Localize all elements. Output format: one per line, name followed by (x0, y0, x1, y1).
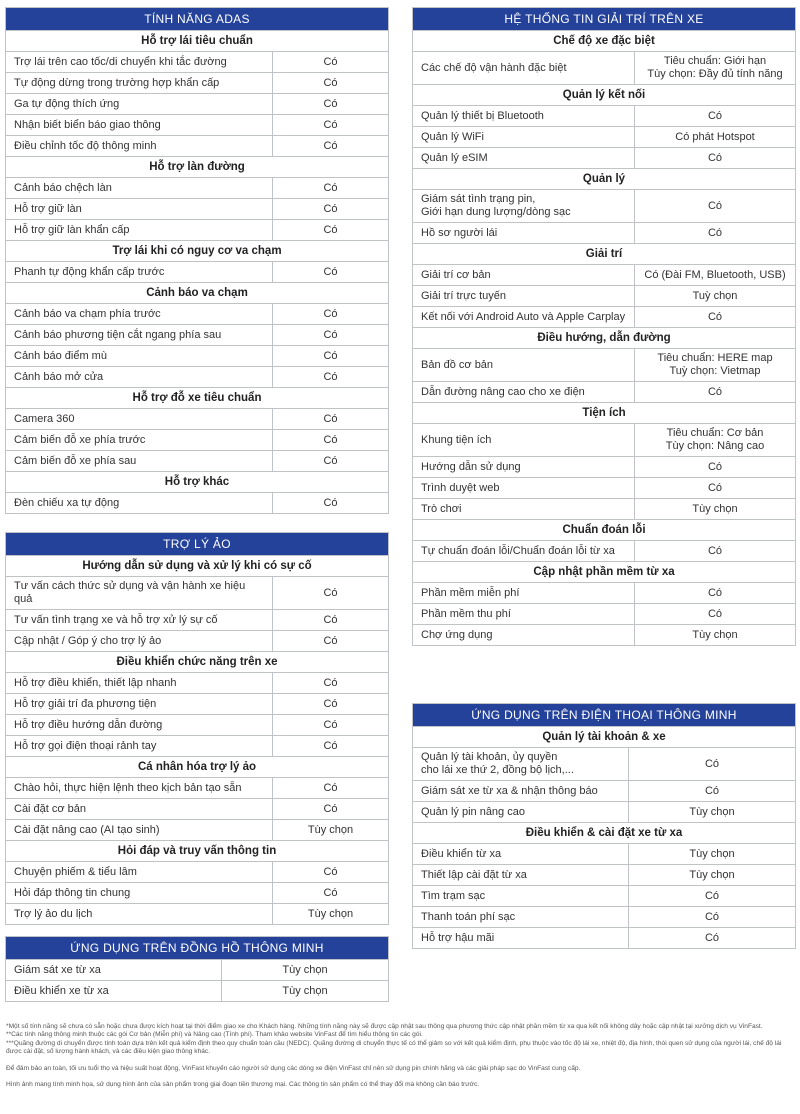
feature-value: Có (323, 349, 338, 362)
table-row (6, 798, 388, 819)
feature-value: Có (323, 634, 338, 647)
feature-value: Tùy chọn (282, 963, 328, 976)
table-row (413, 603, 795, 624)
feature-name: Trợ lái trên cao tốc/di chuyển khi tắc đường (6, 52, 273, 72)
feature-value: Tùy chọn (692, 628, 738, 641)
table-row (413, 456, 795, 477)
table-row (6, 672, 388, 693)
feature-name: Thanh toán phí sạc (413, 907, 629, 927)
section-heading: Quản lý tài khoản & xe (413, 726, 795, 747)
table-row (6, 492, 388, 513)
feature-value: Tiêu chuẩn: HERE map Tuỳ chọn: Vietmap (657, 352, 773, 377)
table-row (413, 126, 795, 147)
feature-value: Có (704, 910, 720, 923)
section-heading: Điều hướng, dẫn đường (413, 327, 795, 348)
feature-value: Có (323, 802, 338, 815)
section-heading: Tiện ích (413, 402, 795, 423)
feature-value: Có (704, 784, 720, 797)
section-heading: Cập nhật phần mềm từ xa (413, 561, 795, 582)
feature-name: Camera 360 (6, 409, 273, 429)
table-row (413, 801, 795, 822)
section-heading: Chuẩn đoán lỗi (413, 519, 795, 540)
section-heading: Hỏi đáp và truy vấn thông tin (6, 840, 388, 861)
infotainment-table (412, 7, 796, 646)
feature-value: Có (323, 118, 338, 131)
feature-name: Quản lý thiết bị Bluetooth (413, 106, 635, 126)
table-row (413, 264, 795, 285)
table-row (6, 819, 388, 840)
infotainment-title: HỆ THỐNG TIN GIẢI TRÍ TRÊN XE (413, 8, 795, 30)
table-row (6, 408, 388, 429)
feature-value: Có (707, 544, 723, 557)
table-row (6, 135, 388, 156)
table-row (6, 861, 388, 882)
table-row (413, 885, 795, 906)
feature-name: Ga tự động thích ứng (6, 94, 273, 114)
section-heading: Hỗ trợ khác (6, 471, 388, 492)
section-heading: Cảnh báo va chạm (6, 282, 388, 303)
footnote-1: *Một số tính năng sẽ chưa có sẵn hoặc chưa được kích hoạt tại thời điểm giao xe cho Khách hàng. Những tính năng này sẽ được cập nhật sau thông qua phương thức cập nhật phần mềm từ xa qua kết nối không dây hoặc cập nhật tại xưởng dịch vụ VinFast. (6, 1023, 763, 1030)
feature-value: Có (323, 370, 338, 383)
table-row (413, 477, 795, 498)
table-row (413, 348, 795, 381)
phone-title: ỨNG DỤNG TRÊN ĐIỆN THOẠI THÔNG MINH (413, 704, 795, 726)
feature-value: Có (323, 139, 338, 152)
table-row (6, 714, 388, 735)
table-row (413, 540, 795, 561)
feature-value: Tiêu chuẩn: Cơ bản Tùy chọn: Nâng cao (665, 427, 765, 452)
adas-table (5, 7, 389, 514)
adas-title: TÍNH NĂNG ADAS (6, 8, 388, 30)
table-row (6, 303, 388, 324)
feature-value: Có (707, 385, 723, 398)
feature-name: Cảnh báo mở cửa (6, 367, 273, 387)
table-row (6, 177, 388, 198)
table-row (6, 576, 388, 609)
table-row (6, 93, 388, 114)
feature-value: Có (323, 781, 338, 794)
table-row (6, 72, 388, 93)
table-row (6, 980, 388, 1001)
feature-name: Tự động dừng trong trường hợp khẩn cấp (6, 73, 273, 93)
feature-value: Có (323, 676, 338, 689)
feature-name: Bản đồ cơ bản (413, 349, 635, 381)
watch-table (5, 936, 389, 1002)
feature-value: Có (323, 454, 338, 467)
feature-name: Tự chuẩn đoán lỗi/Chuẩn đoán lỗi từ xa (413, 541, 635, 561)
feature-name: Quản lý tài khoản, ủy quyền cho lái xe thứ 2, đồng bộ lịch,... (413, 748, 629, 780)
phone-table (412, 703, 796, 949)
feature-name: Chợ ứng dụng (413, 625, 635, 645)
feature-value: Có (323, 412, 338, 425)
feature-name: Cảm biến đỗ xe phía trước (6, 430, 273, 450)
table-row (6, 219, 388, 240)
table-row (413, 927, 795, 948)
footnote-5: Hình ảnh mang tính minh họa, sử dụng hình ảnh của sản phẩm trong giai đoạn tiền thương mại. Các thông tin sản phẩm có thể thay đổi mà không cần báo trước. (6, 1081, 480, 1089)
table-row (413, 498, 795, 519)
feature-value: Có phát Hotspot (675, 130, 755, 143)
feature-value: Có (707, 199, 723, 212)
feature-name: Các chế độ vận hành đặc biệt (413, 52, 635, 84)
feature-value: Có (323, 223, 338, 236)
feature-name: Điều chỉnh tốc độ thông minh (6, 136, 273, 156)
table-row (413, 285, 795, 306)
feature-value: Có (323, 307, 338, 320)
section-heading: Hỗ trợ lái tiêu chuẩn (6, 30, 388, 51)
section-heading: Điều khiển & cài đặt xe từ xa (413, 822, 795, 843)
feature-value: Tùy chọn (692, 502, 738, 515)
table-row (6, 429, 388, 450)
feature-value: Có (707, 310, 723, 323)
feature-value: Có (707, 151, 723, 164)
feature-name: Hỗ trợ giữ làn (6, 199, 273, 219)
feature-name: Kết nối với Android Auto và Apple Carplay (413, 307, 635, 327)
feature-value: Có (323, 613, 338, 626)
feature-value: Có (707, 481, 723, 494)
table-row (413, 747, 795, 780)
assistant-title: TRỢ LÝ ẢO (6, 533, 388, 555)
assistant-body (6, 555, 388, 924)
footnote-3: ***Quãng đường di chuyển được tính toán dựa trên kết quả kiểm định theo quy chuẩn toàn cầu (NEDC). Quãng đường di chuyển thực tế có thể giảm so với kết quả kiểm định, phụ thuộc vào tốc độ lái xe, nhiệt độ, địa hình, thói quen sử dụng của người lái, chế độ lái được cài đặt, số lượng hành khách, và các điều kiện giao thông khác. (6, 1039, 782, 1056)
feature-name: Chuyện phiếm & tiểu lâm (6, 862, 273, 882)
table-row (413, 624, 795, 645)
feature-name: Giám sát xe từ xa (6, 960, 222, 980)
feature-value: Có (323, 76, 338, 89)
feature-value: Có (323, 886, 338, 899)
feature-name: Tư vấn tình trạng xe và hỗ trợ xử lý sự cố (6, 610, 273, 630)
feature-value: Tùy chọn (689, 868, 735, 881)
table-row (6, 777, 388, 798)
section-heading: Hỗ trợ đỗ xe tiêu chuẩn (6, 387, 388, 408)
feature-name: Điều khiển xe từ xa (6, 981, 222, 1001)
feature-name: Trò chơi (413, 499, 635, 519)
feature-name: Giải trí trực tuyến (413, 286, 635, 306)
footnote-4: Để đảm bảo an toàn, tối ưu tuổi thọ và hiệu suất hoạt động, VinFast khuyến cáo người sử dụng các dòng xe điện VinFast chỉ nên sử dụng pin chính hãng và các giải pháp sạc do VinFast cung cấp. (6, 1064, 581, 1072)
feature-name: Chào hỏi, thực hiện lệnh theo kịch bản tạo sẵn (6, 778, 273, 798)
table-row (6, 609, 388, 630)
feature-value: Có (323, 697, 338, 710)
feature-name: Điều khiển từ xa (413, 844, 629, 864)
feature-value: Tùy chọn (307, 823, 354, 836)
feature-value: Có (323, 181, 338, 194)
table-row (6, 324, 388, 345)
feature-value: Có (704, 889, 720, 902)
table-row (413, 843, 795, 864)
feature-name: Quản lý WiFi (413, 127, 635, 147)
watch-title: ỨNG DỤNG TRÊN ĐỒNG HỒ THÔNG MINH (6, 937, 388, 959)
table-row (6, 198, 388, 219)
feature-value: Có (707, 607, 723, 620)
feature-value: Tiêu chuẩn: Giới hạn Tùy chọn: Đầy đủ tính năng (647, 55, 783, 80)
table-row (413, 189, 795, 222)
feature-value: Có (323, 718, 338, 731)
table-row (6, 345, 388, 366)
table-row (6, 51, 388, 72)
feature-value: Có (Đài FM, Bluetooth, USB) (644, 268, 786, 281)
table-row (6, 114, 388, 135)
feature-value: Có (323, 202, 338, 215)
table-row (413, 381, 795, 402)
section-heading: Cá nhân hóa trợ lý ảo (6, 756, 388, 777)
table-row (413, 51, 795, 84)
table-row (413, 423, 795, 456)
feature-name: Hướng dẫn sử dụng (413, 457, 635, 477)
feature-name: Trình duyệt web (413, 478, 635, 498)
table-row (6, 630, 388, 651)
feature-name: Trợ lý ảo du lịch (6, 904, 273, 924)
feature-value: Có (323, 265, 338, 278)
feature-value: Có (323, 433, 338, 446)
table-row (413, 582, 795, 603)
feature-value: Có (704, 757, 720, 770)
feature-name: Đèn chiếu xa tự động (6, 493, 273, 513)
table-row (6, 450, 388, 471)
feature-name: Giải trí cơ bản (413, 265, 635, 285)
table-row (6, 959, 388, 980)
feature-value: Có (323, 496, 338, 509)
table-row (413, 864, 795, 885)
feature-name: Hỗ trợ điều khiển, thiết lập nhanh (6, 673, 273, 693)
feature-name: Hồ sơ người lái (413, 223, 635, 243)
feature-name: Cài đặt nâng cao (AI tạo sinh) (6, 820, 273, 840)
feature-name: Thiết lập cài đặt từ xa (413, 865, 629, 885)
feature-name: Hỗ trợ giữ làn khẩn cấp (6, 220, 273, 240)
feature-name: Phanh tự động khẩn cấp trước (6, 262, 273, 282)
section-heading: Hướng dẫn sử dụng và xử lý khi có sự cố (6, 555, 388, 576)
feature-name: Hỗ trợ điều hướng dẫn đường (6, 715, 273, 735)
feature-value: Có (707, 586, 723, 599)
table-row (413, 306, 795, 327)
feature-name: Phần mềm thu phí (413, 604, 635, 624)
feature-name: Nhận biết biển báo giao thông (6, 115, 273, 135)
infotainment-body (413, 30, 795, 645)
feature-value: Có (707, 460, 723, 473)
section-heading: Trợ lái khi có nguy cơ va chạm (6, 240, 388, 261)
feature-name: Tư vấn cách thức sử dụng và vận hành xe hiệu quả (6, 577, 273, 609)
feature-value: Tùy chọn (689, 847, 735, 860)
feature-value: Có (323, 55, 338, 68)
adas-body (6, 30, 388, 513)
table-row (6, 882, 388, 903)
assistant-table (5, 532, 389, 925)
section-heading: Giải trí (413, 243, 795, 264)
table-row (6, 693, 388, 714)
section-heading: Điều khiển chức năng trên xe (6, 651, 388, 672)
feature-value: Có (704, 931, 720, 944)
table-row (6, 261, 388, 282)
table-row (6, 366, 388, 387)
feature-name: Dẫn đường nâng cao cho xe điện (413, 382, 635, 402)
feature-value: Có (707, 226, 723, 239)
section-heading: Quản lý kết nối (413, 84, 795, 105)
feature-name: Cập nhật / Góp ý cho trợ lý ảo (6, 631, 273, 651)
section-heading: Quản lý (413, 168, 795, 189)
table-row (6, 903, 388, 924)
feature-value: Tùy chọn (689, 805, 735, 818)
phone-body (413, 726, 795, 948)
footnotes (6, 1023, 794, 1089)
feature-name: Phần mềm miễn phí (413, 583, 635, 603)
feature-name: Hỗ trợ gọi điện thoại rảnh tay (6, 736, 273, 756)
feature-value: Có (707, 109, 723, 122)
feature-value: Có (323, 739, 338, 752)
footnote-2: **Các tính năng thông minh thuộc các gói Cơ bản (Miễn phí) và Nâng cao (Tính phí). Tham khảo website VinFast để tìm hiểu thông tin các gói. (6, 1031, 423, 1039)
feature-name: Quản lý eSIM (413, 148, 635, 168)
feature-value: Tùy chọn (282, 984, 328, 997)
feature-name: Tìm trạm sạc (413, 886, 629, 906)
table-row (413, 222, 795, 243)
feature-name: Cài đặt cơ bản (6, 799, 273, 819)
feature-name: Cảm biến đỗ xe phía sau (6, 451, 273, 471)
feature-value: Có (323, 97, 338, 110)
table-row (413, 780, 795, 801)
table-row (413, 105, 795, 126)
feature-name: Hỗ trợ giải trí đa phương tiện (6, 694, 273, 714)
table-row (413, 906, 795, 927)
feature-name: Quản lý pin nâng cao (413, 802, 629, 822)
table-row (6, 735, 388, 756)
watch-body (6, 959, 388, 1001)
feature-value: Có (323, 865, 338, 878)
feature-name: Cảnh báo điểm mù (6, 346, 273, 366)
feature-name: Cảnh báo va chạm phía trước (6, 304, 273, 324)
feature-value: Có (323, 586, 338, 599)
feature-name: Hỗ trợ hậu mãi (413, 928, 629, 948)
feature-value: Có (323, 328, 338, 341)
feature-name: Giám sát tình trạng pin, Giới hạn dung lượng/dòng sạc (413, 190, 635, 222)
section-heading: Chế độ xe đặc biệt (413, 30, 795, 51)
feature-name: Giám sát xe từ xa & nhận thông báo (413, 781, 629, 801)
feature-name: Cảnh báo phương tiện cắt ngang phía sau (6, 325, 273, 345)
feature-value: Tùy chọn (307, 907, 354, 920)
section-heading: Hỗ trợ làn đường (6, 156, 388, 177)
feature-name: Khung tiện ích (413, 424, 635, 456)
feature-name: Cảnh báo chệch làn (6, 178, 273, 198)
feature-name: Hỏi đáp thông tin chung (6, 883, 273, 903)
feature-value: Tuỳ chọn (692, 289, 738, 302)
table-row (413, 147, 795, 168)
